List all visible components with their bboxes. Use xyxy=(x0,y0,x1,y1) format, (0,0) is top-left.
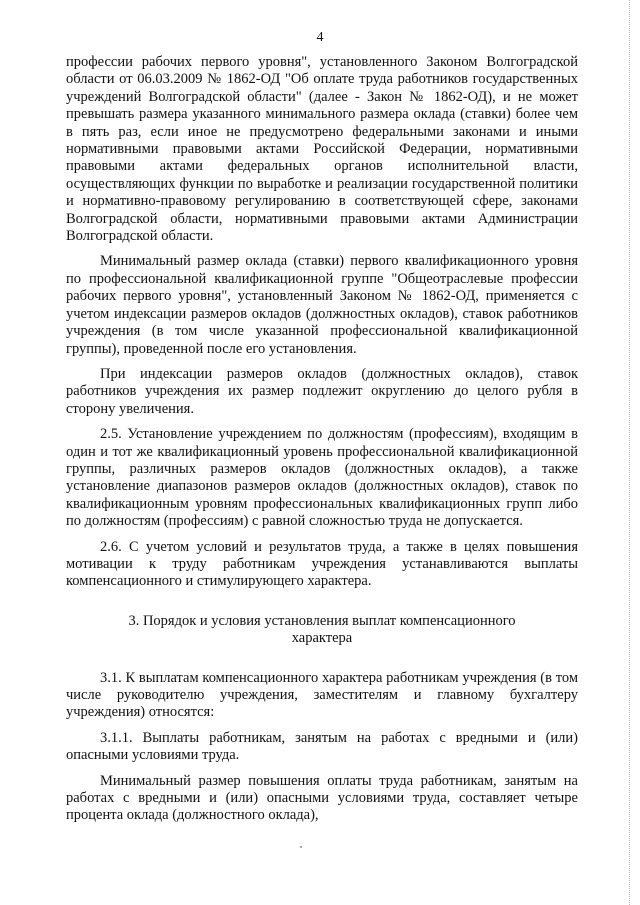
page-number: 4 xyxy=(316,30,324,45)
section-3-heading: 3. Порядок и условия установления выплат компенсационного характера xyxy=(128,612,516,647)
paragraph-2-5: 2.5. Установление учреждением по должностям (профессиям), входящим в один и тот же квалификационный уровень профессиональной квалификационной группы, различных размеров окладов (должностных окладов), а также установление диапазонов размеров окладов (должностных окладов), ставок по квалификационным уровням профессиональных квалификационных групп либо по должностям (профессиям) с равной сложностью труда не допускается. xyxy=(66,426,578,530)
scan-edge-artifact xyxy=(628,0,630,905)
paragraph-continuation: профессии рабочих первого уровня", установленного Законом Волгоградской области от 06.03.2009 № 1862-ОД "Об оплате труда работников государственных учреждений Волгоградской области" (далее - Закон № 1862-ОД), и не может превышать размера указанного минимального размера оклада (ставки) более чем в пять раз, если иное не предусмотрено федеральными законами и иными нормативными правовыми актами Российской Федерации, нормативными правовыми актами федеральных органов исполнительной власти, осуществляющих функции по выработке и реализации государственной политики и нормативно-правовому регулированию в соответствующей сфере, законами Волгоградской области, нормативными правовыми актами Администрации Волгоградской области. xyxy=(66,54,578,245)
document-body xyxy=(66,54,578,825)
scan-dot-artifact xyxy=(300,846,302,848)
paragraph-hazard-pay: Минимальный размер повышения оплаты труда работникам, занятым на работах с вредными и (или) опасными условиями труда, составляет четыре процента оклада (должностного оклада), xyxy=(66,772,578,824)
paragraph-3-1-1: 3.1.1. Выплаты работникам, занятым на работах с вредными и (или) опасными условиями труда. xyxy=(66,729,578,764)
paragraph-2-6: 2.6. С учетом условий и результатов труда, а также в целях повышения мотивации к труду работникам учреждения устанавливаются выплаты компенсационного и стимулирующего характера. xyxy=(66,538,578,590)
paragraph-indexation-rounding: При индексации размеров окладов (должностных окладов), ставок работников учреждения их размер подлежит округлению до целого рубля в сторону увеличения. xyxy=(66,365,578,417)
paragraph-minimum-salary: Минимальный размер оклада (ставки) первого квалификационного уровня по профессиональной квалификационной группе "Общеотраслевые профессии рабочих первого уровня", установленный Законом № 1862-ОД, применяется с учетом индексации размеров окладов (должностных окладов), ставок работников учреждения (в том числе указанной профессиональной квалификационной группы), проведенной после его установления. xyxy=(66,253,578,357)
paragraph-3-1: 3.1. К выплатам компенсационного характера работникам учреждения (в том числе руководителю учреждения, заместителям и главному бухгалтеру учреждения) относятся: xyxy=(66,669,578,721)
